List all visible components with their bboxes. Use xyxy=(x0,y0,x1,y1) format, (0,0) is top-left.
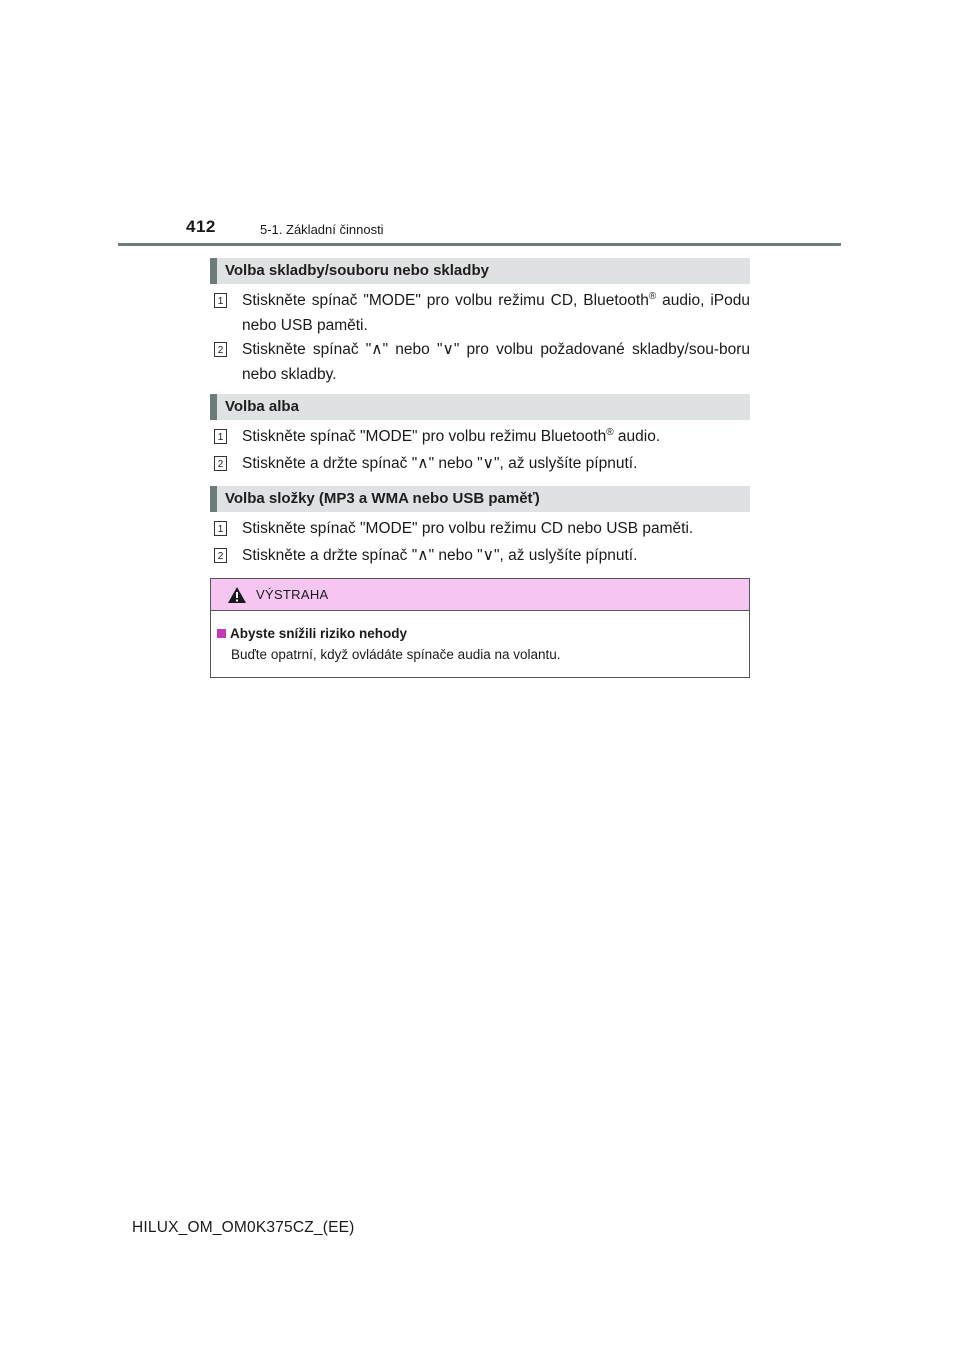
bullet-square-icon xyxy=(217,629,226,638)
document-code: HILUX_OM_OM0K375CZ_(EE) xyxy=(132,1219,355,1236)
step-item xyxy=(214,424,750,449)
warning-subtitle: Abyste snížili riziko nehody xyxy=(230,626,408,641)
step-item xyxy=(214,337,750,387)
warning-box xyxy=(210,578,750,678)
step-number: 2 xyxy=(214,342,227,357)
step-item xyxy=(214,543,750,568)
step-item xyxy=(214,288,750,338)
step-item xyxy=(214,516,750,541)
warning-title: VÝSTRAHA xyxy=(256,587,329,602)
warning-text: Buďte opatrní, když ovládáte spínače audia na volantu. xyxy=(231,647,561,662)
section-reference: 5-1. Základní činnosti xyxy=(260,222,384,237)
step-text: Stiskněte spínač "∧" nebo "∨" pro volbu požadované skladby/sou-boru nebo skladby. xyxy=(242,341,750,383)
page-number: 412 xyxy=(186,217,216,236)
step-number: 2 xyxy=(214,456,227,471)
warning-header xyxy=(211,579,749,611)
step-number: 1 xyxy=(214,429,227,444)
step-number: 1 xyxy=(214,521,227,536)
step-item xyxy=(214,451,750,476)
step-text: Stiskněte spínač "MODE" pro volbu režimu Bluetooth® audio. xyxy=(242,426,661,445)
step-text: Stiskněte a držte spínač "∧" nebo "∨", až uslyšíte pípnutí. xyxy=(242,455,638,472)
section-heading-track-selection: Volba skladby/souboru nebo skladby xyxy=(210,258,750,284)
step-text: Stiskněte spínač "MODE" pro volbu režimu CD nebo USB paměti. xyxy=(242,520,694,537)
step-text: Stiskněte a držte spínač "∧" nebo "∨", až uslyšíte pípnutí. xyxy=(242,547,638,564)
warning-triangle-icon xyxy=(227,586,247,604)
section-heading-album-selection: Volba alba xyxy=(210,394,750,420)
warning-body xyxy=(211,611,749,665)
step-number: 2 xyxy=(214,548,227,563)
step-text: Stiskněte spínač "MODE" pro volbu režimu CD, Bluetooth® audio, iPodu nebo USB paměti. xyxy=(242,290,750,334)
step-number: 1 xyxy=(214,293,227,308)
section-heading-folder-selection: Volba složky (MP3 a WMA nebo USB paměť) xyxy=(210,486,750,512)
header-rule xyxy=(118,243,841,246)
